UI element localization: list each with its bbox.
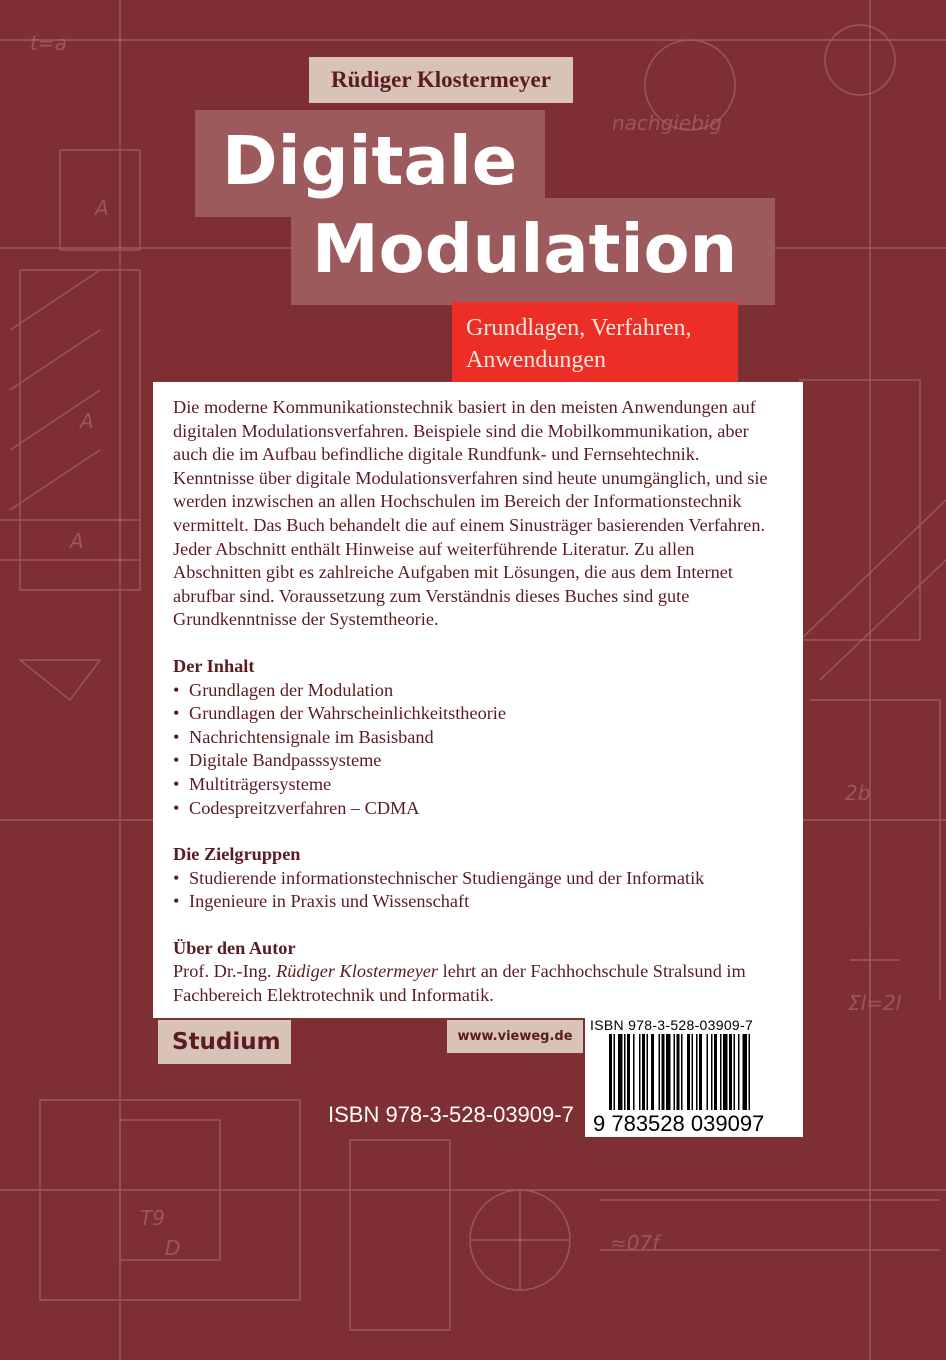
barcode-number: 9 783528 039097 <box>593 1111 765 1136</box>
list-item: • Grundlagen der Modulation <box>173 679 785 703</box>
about-author-suffix: lehrt an der Fachhochschule Stralsund im Fachbereich Elektrotechnik und Informatik. <box>173 961 746 1006</box>
list-item: • Nachrichtensignale im Basisband <box>173 726 785 750</box>
barcode-bar <box>659 1034 661 1110</box>
svg-text:D: D <box>165 1236 181 1260</box>
barcode-bar <box>618 1034 623 1110</box>
barcode-bar <box>624 1034 626 1110</box>
list-item: • Digitale Bandpasssysteme <box>173 749 785 773</box>
barcode-bar <box>609 1034 612 1110</box>
description-text: Die moderne Kommunikationstechnik basiert in den meisten Anwendungen auf digitalen Modulationsverfahren. Beispiele sind die Mobilkommunikation, aber auch die im Aufbau befindliche digitale Rundfunk- und Fernsehtechnik. Kenntnisse über digitale Modulationsverfahren sind heute unumgänglich, und sie werden inzwischen an allen Hochschulen im Bereich der Informationstechnik vermittelt. Das Buch behandelt die auf einem Sinusträger basierenden Verfahren. Jeder Abschnitt enthält Hinweise auf weiterführende Literatur. Zu allen Abschnitten gibt es zahlreiche Aufgaben mit Lösungen, die aus dem Internet abrufbar sind. Voraussetzung zum Verständnis dieses Buches sind gute Grundkenntnisse der Systemtheorie. <box>173 397 768 630</box>
book-title-line-1: Digitale <box>222 122 518 200</box>
svg-text:nachgiebig: nachgiebig <box>612 111 723 135</box>
barcode-bar <box>723 1034 728 1110</box>
list-item: • Multiträgersysteme <box>173 773 785 797</box>
barcode-bars <box>609 1034 785 1110</box>
barcode-bar <box>681 1034 683 1110</box>
drawing-note: t=a <box>30 31 67 55</box>
barcode-bar <box>743 1034 748 1110</box>
barcode-bar <box>714 1034 717 1110</box>
contents-list <box>173 679 785 821</box>
barcode-bar <box>707 1034 709 1110</box>
subtitle-line-2: Anwendungen <box>466 347 606 373</box>
list-item: • Studierende informationstechnischer Studiengänge und der Informatik <box>173 867 785 891</box>
audience-heading: Die Zielgruppen <box>173 844 301 865</box>
svg-text:A: A <box>95 196 109 220</box>
barcode-bar <box>687 1034 690 1110</box>
svg-text:2b: 2b <box>845 781 871 805</box>
book-title-line-2: Modulation <box>312 210 738 288</box>
list-item: • Codespreitzverfahren – CDMA <box>173 797 785 821</box>
barcode-bar <box>647 1034 649 1110</box>
author-label: Rüdiger Klostermeyer <box>309 57 573 103</box>
barcode-bar <box>674 1034 676 1110</box>
svg-text:A: A <box>70 529 84 553</box>
barcode-bar <box>711 1034 713 1110</box>
barcode-bar <box>614 1034 616 1110</box>
barcode-bar <box>627 1034 630 1110</box>
audience-list <box>173 867 785 914</box>
barcode-isbn: ISBN 978-3-528-03909-7 <box>590 1017 754 1033</box>
about-author-prefix: Prof. Dr.-Ing. <box>173 961 277 982</box>
barcode-bar <box>749 1034 751 1110</box>
series-label: Studium <box>158 1020 291 1064</box>
barcode-bar <box>677 1034 680 1110</box>
about-author-heading: Über den Autor <box>173 937 296 958</box>
isbn-text: ISBN 978-3-528-03909-7 <box>328 1102 574 1127</box>
publisher-website[interactable]: www.vieweg.de <box>447 1020 583 1053</box>
svg-text:A: A <box>80 409 94 433</box>
contents-heading: Der Inhalt <box>173 655 255 676</box>
barcode-bar <box>729 1034 732 1110</box>
barcode-bar <box>642 1034 645 1110</box>
barcode-bar <box>734 1034 736 1110</box>
barcode <box>585 1017 803 1137</box>
barcode-bar <box>651 1034 654 1110</box>
barcode-bar <box>720 1034 722 1110</box>
list-item: • Grundlagen der Wahrscheinlichkeitstheorie <box>173 702 785 726</box>
list-item: • Ingenieure in Praxis und Wissenschaft <box>173 890 785 914</box>
barcode-bar <box>662 1034 665 1110</box>
barcode-bar <box>692 1034 694 1110</box>
barcode-bar <box>633 1034 635 1110</box>
svg-text:T9: T9 <box>140 1206 165 1230</box>
barcode-bar <box>696 1034 698 1110</box>
svg-text:Σl=2l: Σl=2l <box>848 991 902 1015</box>
about-author-text <box>173 960 785 1007</box>
description-panel <box>153 382 803 1018</box>
svg-text:≈07f: ≈07f <box>610 1231 660 1255</box>
subtitle-box <box>452 302 738 382</box>
barcode-bar <box>666 1034 671 1110</box>
subtitle-line-1: Grundlagen, Verfahren, <box>466 315 692 341</box>
barcode-bar <box>738 1034 740 1110</box>
barcode-bar <box>699 1034 702 1110</box>
barcode-bar <box>639 1034 641 1110</box>
about-author-name: Rüdiger Klostermeyer <box>276 961 439 982</box>
